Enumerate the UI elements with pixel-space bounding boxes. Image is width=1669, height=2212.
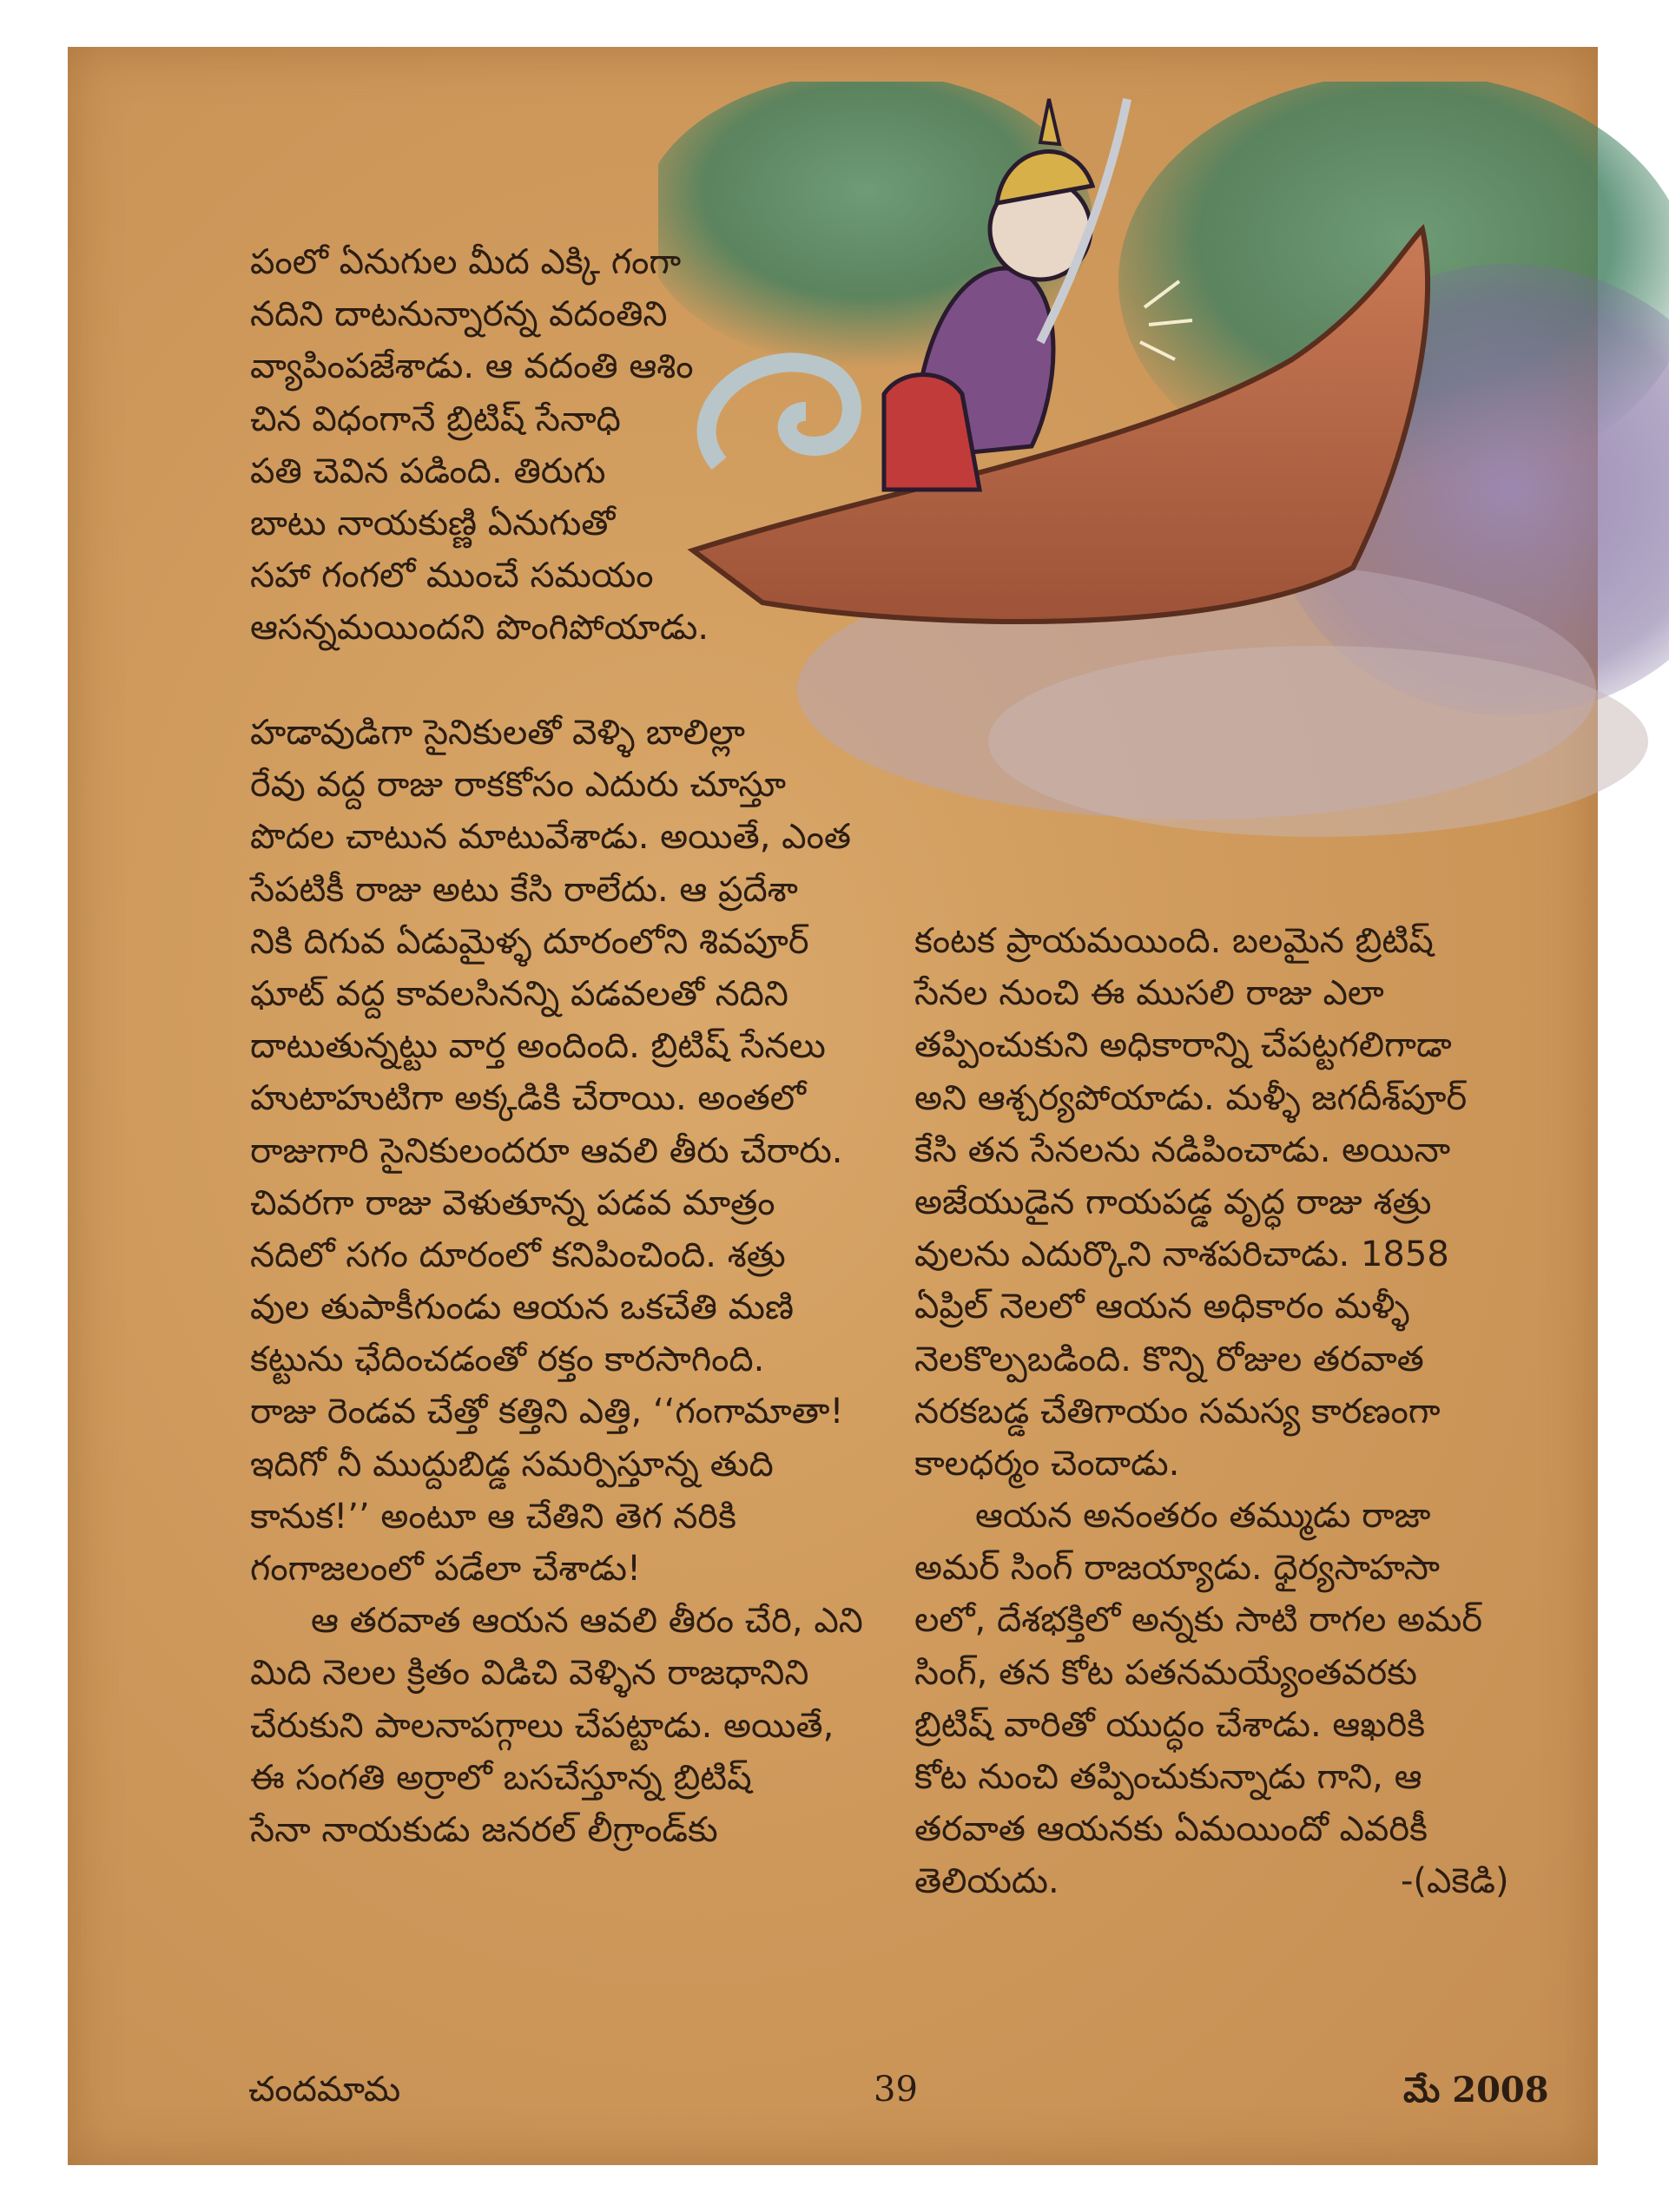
text-line: తప్పించుకుని అధికారాన్ని చేపట్టగలిగాడా <box>914 1025 1452 1066</box>
text-line: ఘాట్ వద్ద కావలసినన్ని పడవలతో నదిని <box>250 973 788 1014</box>
text-line: దాటుతున్నట్టు వార్త అందింది. బ్రిటిష్ సేనలు <box>250 1026 826 1067</box>
text-line: ఇదిగో నీ ముద్దుబిడ్డ సమర్పిస్తూన్న తుది <box>250 1444 774 1485</box>
text-line: కోట నుంచి తప్పించుకున్నాడు గాని, ఆ <box>914 1757 1422 1797</box>
text-line: చేరుకుని పాలనాపగ్గాలు చేపట్టాడు. అయితే, <box>250 1705 834 1746</box>
text-line: చివరగా రాజు వెళుతూన్న పడవ మాత్రం <box>250 1182 775 1223</box>
text-line: రాజు రెండవ చేత్తో కత్తిని ఎత్తి, ‘‘గంగామాతా! <box>250 1392 844 1432</box>
text-line: వుల తుపాకీగుండు ఆయన ఒకచేతి మణి <box>250 1287 794 1328</box>
text-line: కంటక ప్రాయమయింది. బలమైన బ్రిటిష్ <box>914 921 1434 961</box>
text-line: అజేయుడైన గాయపడ్డ వృద్ధ రాజు శత్రు <box>914 1182 1432 1222</box>
wave-swirl <box>707 362 852 464</box>
text-line: వులను ఎదుర్కొని నాశపరిచాడు. 1858 <box>914 1234 1449 1275</box>
text-line: వ్యాపింపజేశాడు. ఆ వదంతి ఆశిం <box>250 346 694 387</box>
text-line: హుటాహుటిగా అక్కడికి చేరాయి. అంతలో <box>250 1078 806 1119</box>
text-line: ఏప్రిల్ నెలలో ఆయన అధికారం మళ్ళీ <box>914 1287 1410 1327</box>
text-line: రాజుగారి సైనికులందరూ ఆవలి తీరు చేరారు. <box>250 1130 843 1171</box>
text-line: హడావుడిగా సైనికులతో వెళ్ళి బాలిల్లా <box>250 713 745 753</box>
text-line: కట్టును ఛేదించడంతో రక్తం కారసాగింది. <box>250 1340 765 1380</box>
text-line: సేనల నుంచి ఈ ముసలి రాజు ఎలా <box>914 973 1384 1014</box>
text-line: తరవాత ఆయనకు ఏమయిందో ఎవరికీ <box>914 1809 1428 1850</box>
page-number: 39 <box>874 2070 918 2110</box>
text-line: సహా గంగలో ముంచే సమయం <box>250 556 654 596</box>
text-line: నికి దిగువ ఏడుమైళ్ళ దూరంలోని శివపూర్ <box>250 921 809 962</box>
text-line: నెలకొల్పబడింది. కొన్ని రోజుల తరవాత <box>914 1339 1424 1379</box>
text-line: పొదల చాటున మాటువేశాడు. అయితే, ఎంత <box>250 817 851 858</box>
text-line: నరకబడ్డ చేతిగాయం సమస్య కారణంగా <box>914 1391 1441 1432</box>
text-line: ఆ తరవాత ఆయన ఆవలి తీరం చేరి, ఎని <box>311 1601 863 1642</box>
text-line: అమర్ సింగ్ రాజయ్యాడు. ధైర్యసాహసా <box>914 1548 1440 1589</box>
text-line: కానుక!’’ అంటూ ఆ చేతిని తెగ నరికి <box>250 1496 736 1537</box>
text-line: రేవు వద్ద రాజు రాకకోసం ఎదురు చూస్తూ <box>250 765 787 806</box>
text-line-end: తెలియదు. <box>914 1861 1059 1902</box>
magazine-page <box>68 47 1598 2165</box>
text-line: కాలధర్మం చెందాడు. <box>914 1443 1180 1484</box>
text-line: పతి చెవిన పడింది. తిరుగు <box>250 451 606 491</box>
text-line: ఈ సంగతి అర్రాలో బసచేస్తూన్న బ్రిటిష్ <box>250 1757 752 1798</box>
text-line: మిది నెలల క్రితం విడిచి వెళ్ళిన రాజధానిని <box>250 1653 809 1694</box>
text-line: అని ఆశ్చర్యపోయాడు. మళ్ళీ జగదీశ్‌పూర్ <box>914 1077 1468 1118</box>
left-column-bottom <box>250 707 863 1856</box>
text-line: నదిని దాటనున్నారన్న వదంతిని <box>250 294 668 335</box>
magazine-name: చందమామ <box>248 2070 401 2110</box>
crown-spike <box>1040 99 1059 144</box>
text-line: పంలో ఏనుగుల మీద ఎక్కి గంగా <box>250 242 682 282</box>
text-line: కేసి తన సేనలను నడిపించాడు. అయినా <box>914 1129 1451 1170</box>
text-line: నదిలో సగం దూరంలో కనిపించింది. శత్రు <box>250 1234 786 1275</box>
text-line: చిన విధంగానే బ్రిటిష్ సేనాధి <box>250 398 621 439</box>
text-line: సేనా నాయకుడు జనరల్ లీగ్రాండ్‌కు <box>250 1809 718 1850</box>
text-line: ఆయన అనంతరం తమ్ముడు రాజా <box>975 1496 1431 1537</box>
mist-cloud <box>988 646 1648 837</box>
author-signature: -(ఎకెడి) <box>1401 1861 1509 1902</box>
text-line: లలో, దేశభక్తిలో అన్నకు సాటి రాగల అమర్ <box>914 1600 1483 1641</box>
left-column-top <box>250 236 709 655</box>
issue-date: మే 2008 <box>1403 2070 1549 2110</box>
text-line <box>914 1855 1509 1907</box>
text-line: సింగ్, తన కోట పతనమయ్యేంతవరకు <box>914 1652 1417 1693</box>
right-column <box>914 915 1509 1908</box>
text-line: గంగాజలంలో పడేలా చేశాడు! <box>250 1549 641 1589</box>
text-line: సేపటికీ రాజు అటు కేసి రాలేదు. ఆ ప్రదేశా <box>250 869 798 910</box>
text-line: ఆసన్నమయిందని పొంగిపోయాడు. <box>250 608 709 648</box>
text-line: బ్రిటిష్ వారితో యుద్ధం చేశాడు. ఆఖరికి <box>914 1704 1426 1745</box>
text-line: బాటు నాయకుణ్ణి ఏనుగుతో <box>250 503 616 543</box>
